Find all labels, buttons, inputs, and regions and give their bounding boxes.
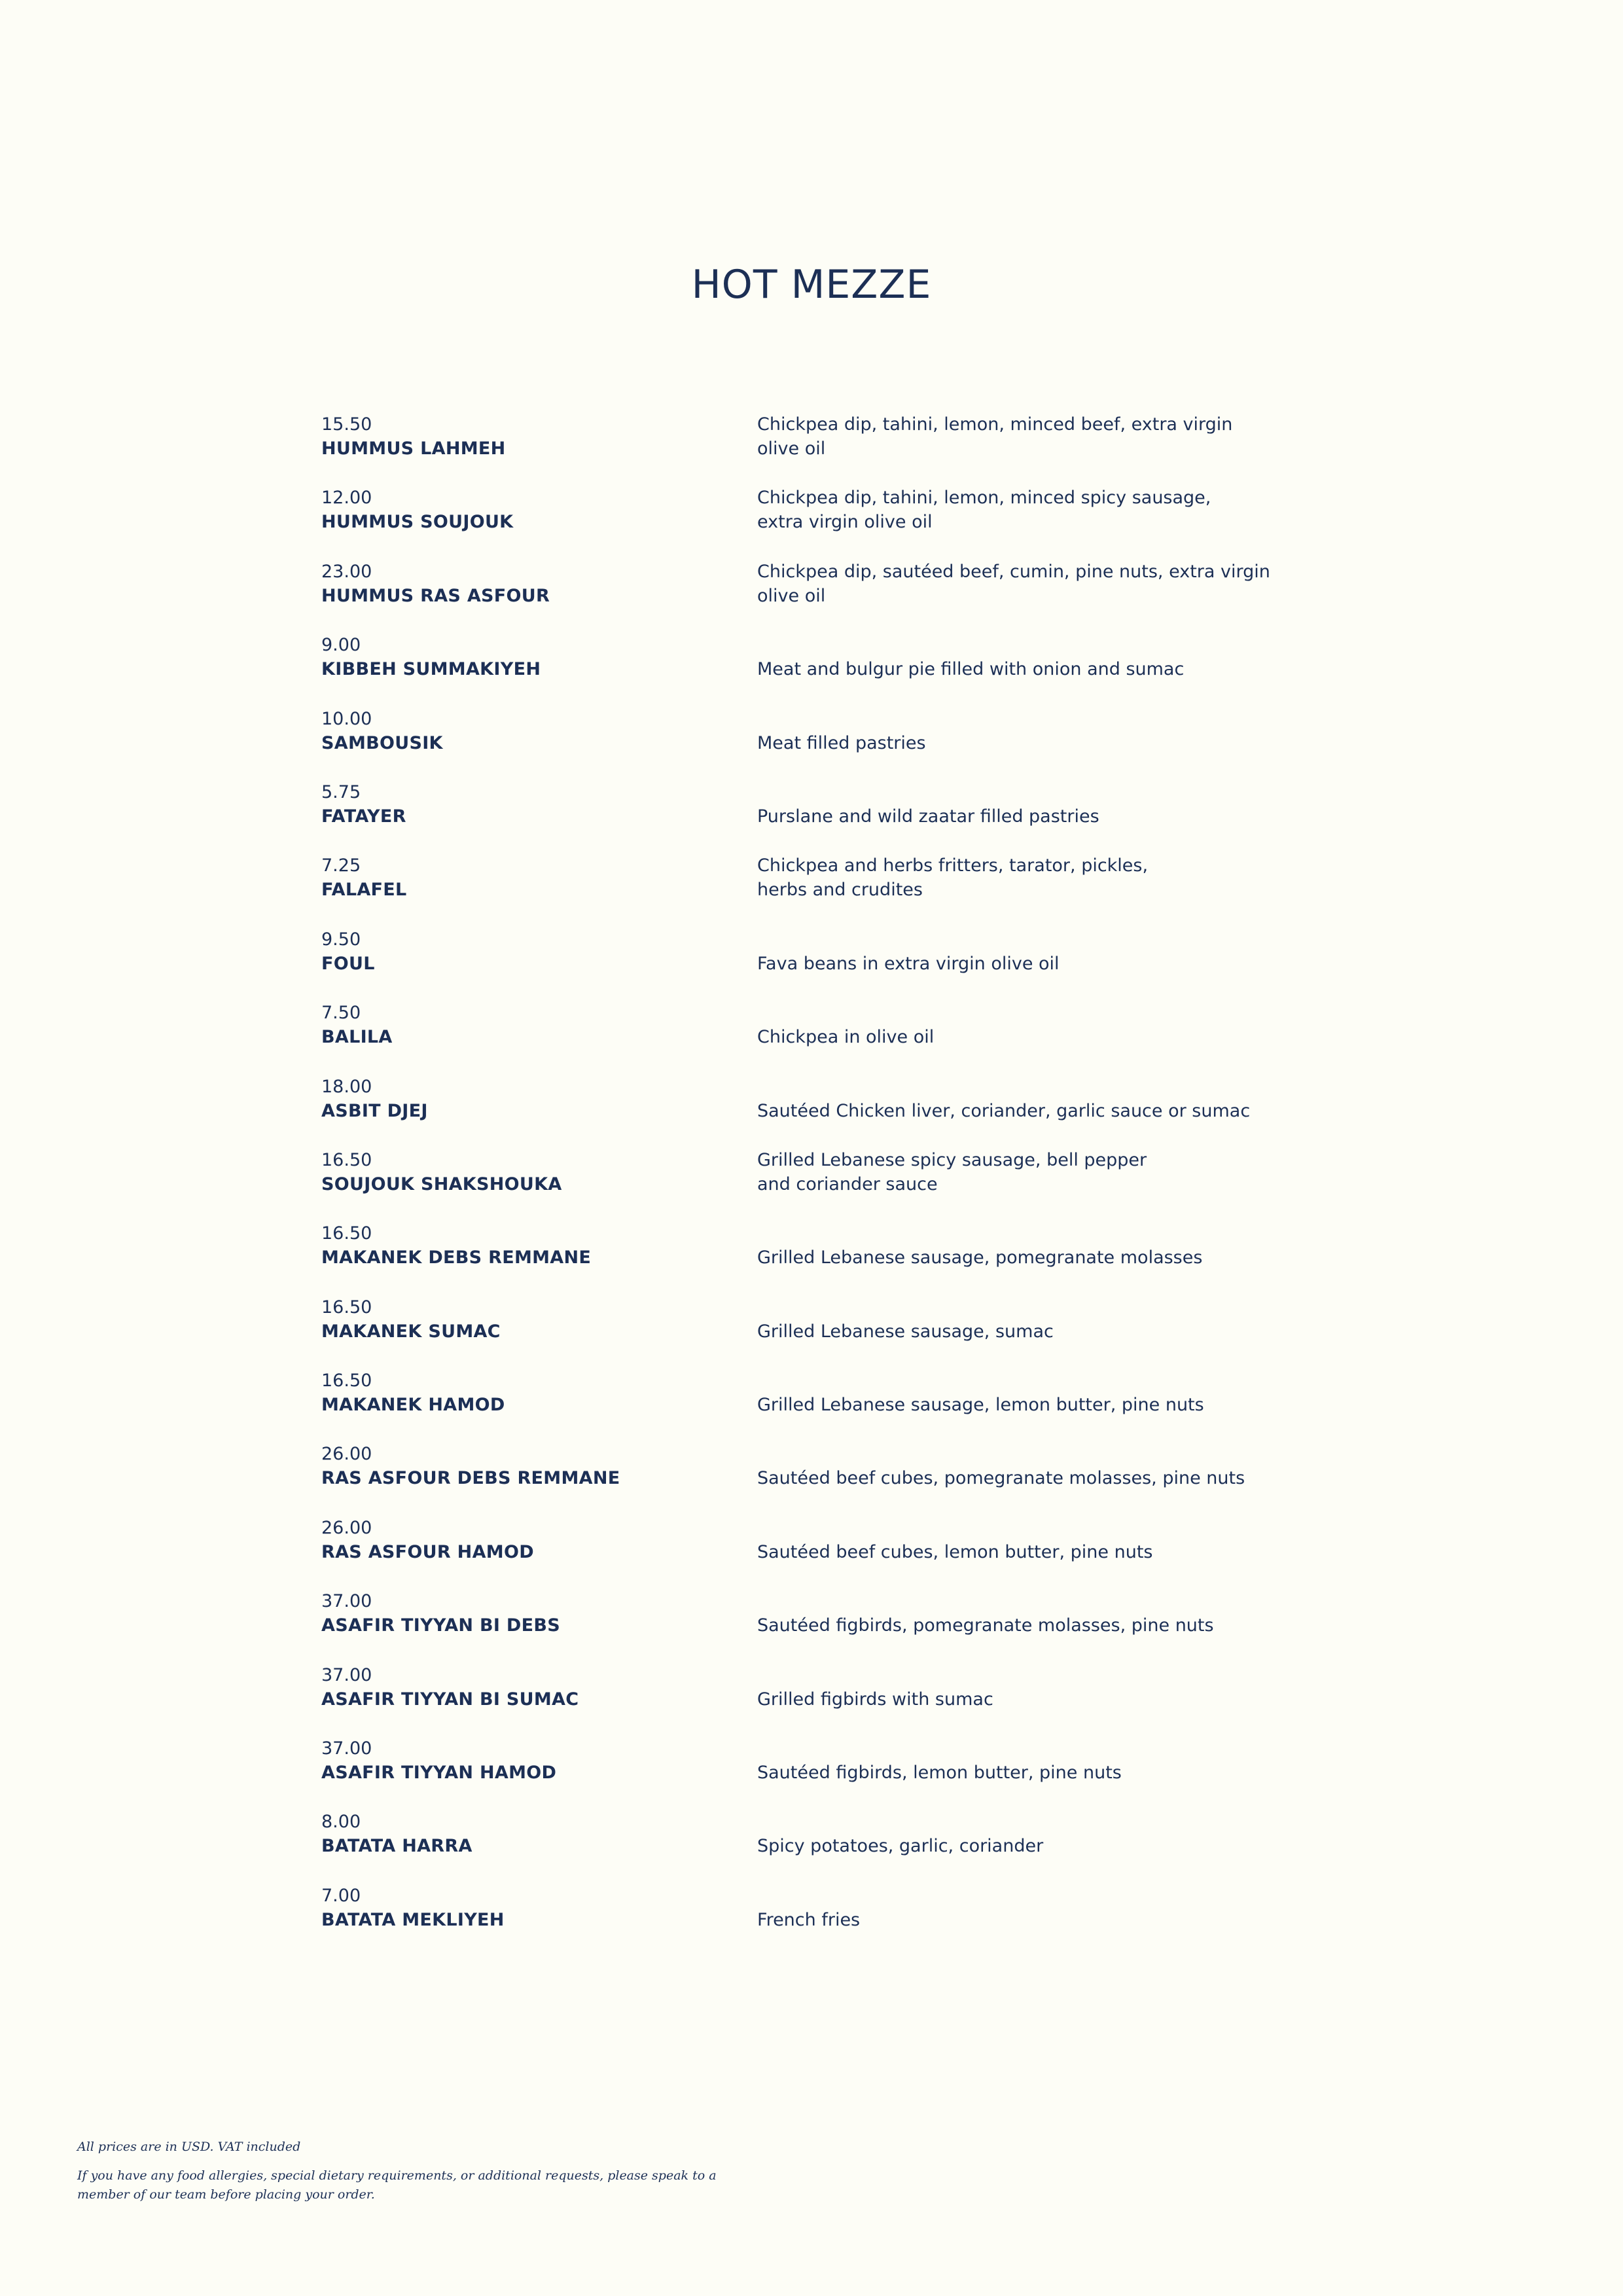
item-price: 7.25	[321, 855, 361, 876]
item-name: FATAYER	[321, 806, 406, 827]
item-name: FOUL	[321, 953, 375, 974]
item-price: 26.00	[321, 1444, 372, 1465]
menu-item	[321, 707, 1342, 780]
menu-item	[321, 1221, 1342, 1295]
item-name: MAKANEK DEBS REMMANE	[321, 1247, 592, 1268]
item-price: 23.00	[321, 561, 372, 582]
item-description-text: Sautéed figbirds, lemon butter, pine nuts	[757, 1763, 1122, 1784]
item-left	[321, 1663, 757, 1736]
menu-item	[321, 412, 1342, 486]
item-description-text: Grilled Lebanese spicy sausage, bell pepper and coriander sauce	[757, 1149, 1147, 1194]
item-description	[757, 486, 1211, 534]
page-title: HOT MEZZE	[691, 262, 932, 308]
item-description	[757, 1663, 993, 1712]
menu-item	[321, 1884, 1342, 1957]
item-name: KIBBEH SUMMAKIYEH	[321, 659, 541, 680]
item-name: ASAFIR TIYYAN BI DEBS	[321, 1615, 560, 1636]
item-description-text: Grilled Lebanese sausage, sumac	[757, 1321, 1054, 1342]
item-left	[321, 1221, 757, 1295]
item-description-text: Chickpea in olive oil	[757, 1027, 935, 1048]
item-description-text: Chickpea dip, sautéed beef, cumin, pine nuts, extra virgin olive oil	[757, 561, 1270, 606]
item-price: 15.50	[321, 414, 372, 435]
item-description	[757, 780, 1099, 829]
item-description-text: Sautéed Chicken liver, coriander, garlic sauce or sumac	[757, 1100, 1251, 1121]
item-left	[321, 853, 757, 927]
menu-item	[321, 780, 1342, 853]
item-description-text: Purslane and wild zaatar filled pastries	[757, 806, 1099, 827]
item-description	[757, 1075, 1250, 1123]
item-description	[757, 1810, 1043, 1858]
item-price: 37.00	[321, 1738, 372, 1759]
item-left	[321, 412, 757, 486]
menu-item	[321, 633, 1342, 706]
menu-item	[321, 1001, 1342, 1074]
item-description	[757, 1148, 1147, 1196]
menu-item	[321, 1148, 1342, 1221]
item-description-text: Grilled Lebanese sausage, pomegranate molasses	[757, 1247, 1203, 1268]
item-name: BATATA HARRA	[321, 1836, 473, 1857]
item-name: MAKANEK SUMAC	[321, 1321, 501, 1342]
item-name: SOUJOUK SHAKSHOUKA	[321, 1174, 562, 1194]
item-description-text: Fava beans in extra virgin olive oil	[757, 953, 1060, 974]
item-description	[757, 1884, 860, 1932]
item-name: HUMMUS LAHMEH	[321, 439, 506, 459]
item-left	[321, 927, 757, 1001]
item-description-text: French fries	[757, 1909, 861, 1930]
item-name: FALAFEL	[321, 880, 407, 901]
item-left	[321, 1442, 757, 1515]
menu-item	[321, 1075, 1342, 1148]
item-description-text: Grilled Lebanese sausage, lemon butter, pine nuts	[757, 1395, 1204, 1416]
item-description-text: Sautéed figbirds, pomegranate molasses, pine nuts	[757, 1615, 1214, 1636]
menu-item	[321, 1295, 1342, 1369]
menu-item	[321, 1589, 1342, 1662]
menu-item	[321, 1442, 1342, 1515]
menu-item	[321, 853, 1342, 927]
item-left	[321, 1295, 757, 1369]
item-name: BALILA	[321, 1027, 393, 1048]
item-description-text: Spicy potatoes, garlic, coriander	[757, 1836, 1044, 1857]
item-price: 7.50	[321, 1003, 361, 1024]
item-left	[321, 780, 757, 853]
item-description	[757, 707, 926, 755]
menu-item	[321, 1736, 1342, 1810]
item-left	[321, 560, 757, 633]
item-price: 10.00	[321, 708, 372, 729]
item-left	[321, 1075, 757, 1148]
allergy-note: If you have any food allergies, special dietary requirements, or additional requests, please speak to a member of our team before placing your order.	[77, 2168, 717, 2202]
item-description	[757, 1295, 1054, 1344]
item-price: 26.00	[321, 1517, 372, 1538]
item-description	[757, 560, 1270, 608]
menu-item	[321, 1516, 1342, 1589]
item-description-text: Grilled figbirds with sumac	[757, 1689, 993, 1710]
item-description-text: Meat filled pastries	[757, 732, 926, 753]
item-description	[757, 1736, 1122, 1785]
item-name: RAS ASFOUR DEBS REMMANE	[321, 1468, 620, 1489]
item-description	[757, 1221, 1202, 1270]
menu-list	[321, 412, 1342, 1957]
item-description	[757, 633, 1184, 681]
item-left	[321, 1810, 757, 1883]
item-description	[757, 1001, 934, 1049]
item-description-text: Meat and bulgur pie filled with onion and sumac	[757, 659, 1185, 680]
item-description-text: Chickpea dip, tahini, lemon, minced spicy sausage, extra virgin olive oil	[757, 488, 1211, 533]
item-price: 37.00	[321, 1591, 372, 1612]
item-description	[757, 927, 1060, 976]
menu-item	[321, 1810, 1342, 1883]
item-price: 16.50	[321, 1371, 372, 1391]
item-price: 5.75	[321, 781, 361, 802]
item-left	[321, 1516, 757, 1589]
item-left	[321, 1148, 757, 1221]
item-left	[321, 707, 757, 780]
item-name: RAS ASFOUR HAMOD	[321, 1541, 534, 1562]
item-price: 9.00	[321, 635, 361, 656]
item-price: 16.50	[321, 1149, 372, 1170]
menu-item	[321, 486, 1342, 559]
item-price: 12.00	[321, 488, 372, 509]
menu-item	[321, 560, 1342, 633]
item-name: HUMMUS RAS ASFOUR	[321, 585, 550, 606]
item-description	[757, 1589, 1214, 1638]
item-left	[321, 486, 757, 559]
item-name: SAMBOUSIK	[321, 732, 443, 753]
menu-item	[321, 1369, 1342, 1442]
item-description-text: Chickpea and herbs fritters, tarator, pickles, herbs and crudites	[757, 855, 1149, 901]
menu-item	[321, 927, 1342, 1001]
item-description	[757, 1442, 1245, 1490]
item-left	[321, 1001, 757, 1074]
prices-note: All prices are in USD. VAT included	[77, 2140, 301, 2154]
item-price: 16.50	[321, 1297, 372, 1318]
item-left	[321, 1589, 757, 1662]
item-description-text: Sautéed beef cubes, pomegranate molasses, pine nuts	[757, 1468, 1245, 1489]
item-left	[321, 1884, 757, 1957]
item-name: MAKANEK HAMOD	[321, 1395, 505, 1416]
item-name: BATATA MEKLIYEH	[321, 1909, 505, 1930]
item-description	[757, 1369, 1204, 1417]
item-name: ASAFIR TIYYAN BI SUMAC	[321, 1689, 579, 1710]
item-price: 9.50	[321, 929, 361, 950]
item-left	[321, 1736, 757, 1810]
item-description	[757, 412, 1232, 461]
item-description	[757, 853, 1148, 902]
item-left	[321, 633, 757, 706]
item-price: 7.00	[321, 1885, 361, 1906]
item-price: 16.50	[321, 1223, 372, 1244]
item-name: HUMMUS SOUJOUK	[321, 512, 514, 533]
item-name: ASAFIR TIYYAN HAMOD	[321, 1763, 557, 1784]
item-price: 18.00	[321, 1076, 372, 1097]
item-description-text: Sautéed beef cubes, lemon butter, pine nuts	[757, 1541, 1153, 1562]
item-description-text: Chickpea dip, tahini, lemon, minced beef, extra virgin olive oil	[757, 414, 1233, 459]
item-left	[321, 1369, 757, 1442]
item-name: ASBIT DJEJ	[321, 1100, 428, 1121]
menu-item	[321, 1663, 1342, 1736]
item-description	[757, 1516, 1152, 1564]
item-price: 37.00	[321, 1664, 372, 1685]
item-price: 8.00	[321, 1812, 361, 1833]
